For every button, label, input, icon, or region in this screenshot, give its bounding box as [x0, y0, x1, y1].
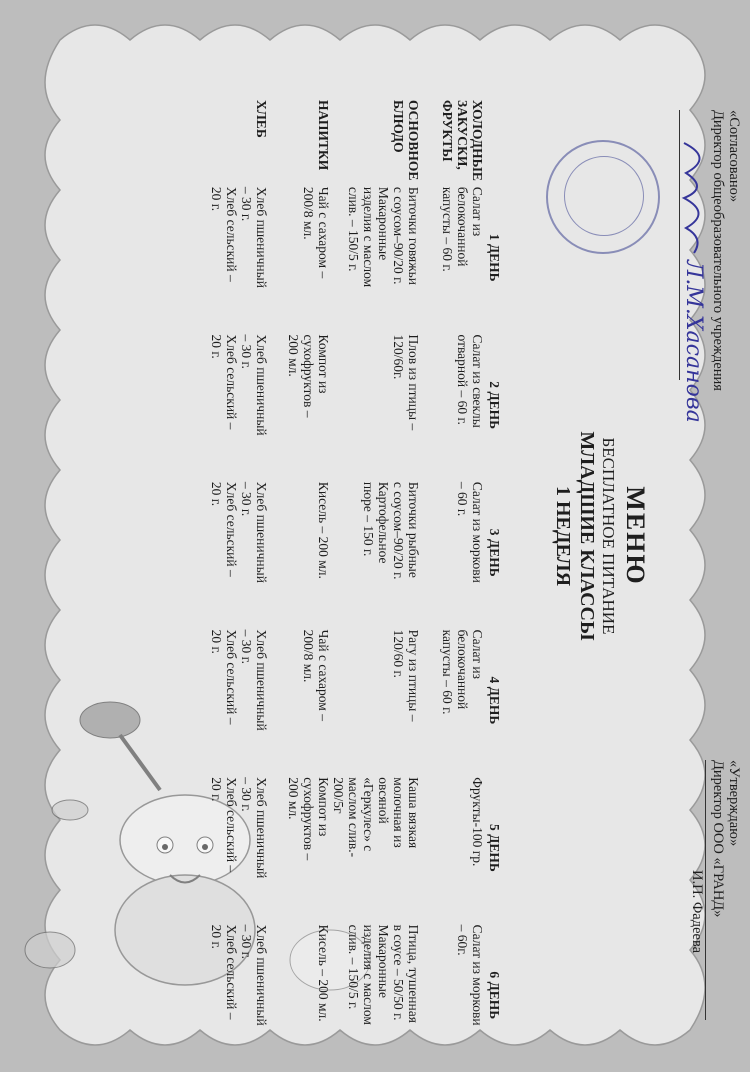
menu-cell: Фрукты-100 гр. — [470, 777, 485, 867]
day-header: 1 ДЕНЬ — [487, 233, 502, 282]
menu-cell: Чай с сахаром – 200/8 мл. — [301, 629, 331, 721]
menu-cell: Биточки рыбные с соусом–90/20 г. Картофельное пюре – 150 г. — [361, 481, 421, 580]
menu-cell: Хлеб пшеничный – 30 г. Хлеб сельский – 20 г. — [209, 334, 269, 436]
approval-right — [689, 760, 742, 1020]
approval-right-line1: «Утверждаю» — [726, 760, 742, 847]
day-header: 5 ДЕНЬ — [487, 824, 502, 872]
menu-classes: МЛАДШИЕ КЛАССЫ — [576, 431, 598, 641]
row-category: ОСНОВНОЕ БЛЮДО — [391, 100, 421, 181]
menu-cell: Хлеб пшеничный – 30 г. Хлеб сельский – 20 г. — [209, 777, 269, 879]
menu-row-drinks — [269, 100, 331, 1072]
menu-row-bread — [209, 100, 269, 1072]
signature-scribble — [674, 138, 714, 258]
menu-cell: Птица, тушенная в соусе – 50/50 г. Макаронные изделия с маслом слив. – 150/5 г. — [346, 924, 421, 1025]
menu-cell: Чай с сахаром – 200/8 мл. — [301, 186, 331, 279]
menu-row-cold-snacks — [421, 100, 485, 1072]
row-category: НАПИТКИ — [316, 100, 331, 171]
menu-cell: Салат из моркови – 60 г. — [455, 481, 485, 583]
menu-cell: Хлеб пшеничный – 30 г. Хлеб сельский – 20 г. — [209, 481, 269, 583]
menu-cell: Плов из птицы – 120/60г. — [391, 334, 421, 431]
menu-cell: Кисель – 200 мл. — [316, 924, 331, 1022]
menu-subtitle: БЕСПЛАТНОЕ ПИТАНИЕ — [599, 437, 618, 635]
row-category: ХЛЕБ — [254, 100, 269, 138]
row-category: ХОЛОДНЫЕ ЗАКУСКИ, ФРУКТЫ — [440, 100, 485, 181]
approval-right-line3: И.П. Фадеева — [689, 760, 706, 1020]
day-header: 3 ДЕНЬ — [487, 528, 502, 577]
day-header: 2 ДЕНЬ — [487, 381, 502, 430]
menu-table — [209, 100, 502, 1072]
menu-cell: Биточки говяжьи с соусом–90/20 г. Макаронные изделия с маслом слив. – 150/5 г. — [346, 186, 421, 288]
approval-left-line1: «Согласовано» — [726, 110, 742, 203]
menu-cell: Хлеб пшеничный – 30 г. Хлеб сельский – 20 г. — [209, 924, 269, 1026]
approval-left — [710, 110, 742, 391]
menu-cell: Кисель – 200 мл. — [316, 481, 331, 579]
menu-cell: Хлеб пшеничный – 30 г. Хлеб сельский – 20 г. — [209, 186, 269, 288]
category-header — [485, 100, 502, 187]
approval-right-line2: Директор ООО «ГРАНД» — [710, 760, 726, 918]
menu-cell: Каша вязкая молочная из овсяной «Геркулес» с маслом слив.- 200/5г — [331, 777, 421, 858]
menu-cell: Рагу из птицы – 120/60 г. — [391, 629, 421, 722]
day-header-row — [485, 100, 502, 1072]
signature-hasanova: Л.М.Хасанова — [681, 260, 706, 423]
day-header: 6 ДЕНЬ — [487, 971, 502, 1020]
menu-week: 1 НЕДЕЛЯ — [552, 485, 574, 587]
menu-cell: Салат из свеклы отварной – 60 г. — [455, 334, 485, 428]
menu-cell: Компот из сухофруктов – 200 мл. — [286, 334, 331, 418]
day-header: 4 ДЕНЬ — [487, 676, 502, 725]
menu-title: МЕНЮ — [621, 486, 650, 586]
menu-row-main-dish — [331, 100, 421, 1072]
menu-cell: Салат из моркови – 60г. — [455, 924, 485, 1026]
menu-cell: Салат из белокочанной капусты – 60 г. — [440, 629, 485, 715]
menu-cell: Салат из белокочанной капусты – 60 г. — [440, 186, 485, 272]
menu-cell: Хлеб пшеничный – 30 г. Хлеб сельский – 20 г. — [209, 629, 269, 731]
approval-left-line2: Директор общеобразовательного учреждения — [710, 110, 726, 391]
menu-cell: Компот из сухофруктов – 200 мл. — [286, 777, 331, 861]
